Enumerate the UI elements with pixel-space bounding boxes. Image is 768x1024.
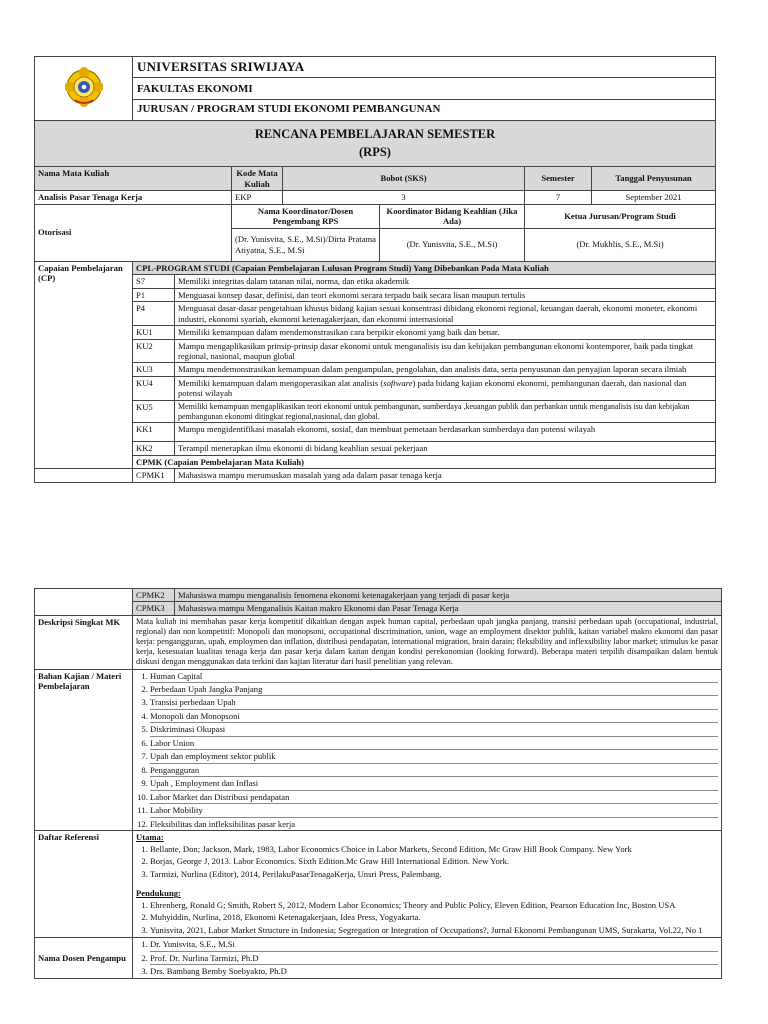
cp-text: Menguasai konsep dasar, definisi, dan teori ekonomi secara terpadu baik secara lisan maupun tertulis: [175, 288, 716, 301]
cpmk-text: Mahasiswa mampu menganalisis fenomena ekonomi ketenagakerjaan yang terjadi di pasar kerja: [175, 589, 722, 602]
cpmk-header: CPMK (Capaian Pembelajaran Mata Kuliah): [133, 455, 716, 468]
list-item: 3. Drs. Bambang Bemby Soebyakto, Ph.D: [150, 965, 718, 977]
cpmk-text: Mahasiswa mampu merumuskan masalah yang ada dalam pasar tenaga kerja: [175, 469, 716, 482]
date-header: Tanggal Penyusunan: [592, 167, 716, 191]
list-item: 8. Pengangguran: [150, 764, 718, 777]
list-item: 10. Labor Market dan Distribusi pendapatan: [150, 791, 718, 804]
otorisasi-col2-head: Koordinator Bidang Keahlian (Jika Ada): [380, 204, 525, 228]
list-item: 6. Labor Union: [150, 737, 718, 750]
cpmk-code: CPMK2: [133, 589, 175, 602]
cp-text: Terampil menerapkan ilmu ekonomi di bidang keahlian sesuai pekerjaan: [175, 442, 716, 455]
list-item: 3. Yunisvita, 2021, Labor Market Structure in Indonesia; Segregation or Integration of Occupations?, Jurnal Ekonomi Pembangunan UMS, Surakarta, Vol.22, No 1: [150, 924, 718, 936]
otorisasi-col3-value: (Dr. Mukhlis, S.E., M.Si): [525, 228, 716, 261]
cp-code: KU3: [133, 363, 175, 376]
referensi-label: Daftar Referensi: [35, 831, 133, 938]
cp-code: P4: [133, 302, 175, 326]
logo-cell: [35, 57, 133, 121]
deskripsi-text: Mata kuliah ini membahas pasar kerja kompetitif dikaitkan dengan aspek human capital, perbedaan upah jangka panjang, transisi perbedaan upah (occupational, industrial, regional) dan non kompetitif: Monopoli dan monopsoni, occupational discrimination, union, wage an employment disektor publik, kaitan variabel makro ekonomi dan pasar kerja: pengangguran, upah, employmen dan inflation, distribusi pendapatan, international migration, brain darain; fleksibility and inflexsibility labor market; stimulus ke pasar kerja, kesesuaian kualitas tenaga kerja dan pasar kerja dalam kaitan dengan kondisi perekonomian (looking forward). Beberapa materi terpilih disampaikan dalam bentuk diskusi dengan menggunakan data terkini dan kajian literatur dari hasil penelitian yang relevan.: [133, 615, 722, 669]
utama-label: Utama:: [136, 832, 164, 843]
list-item: 1. Dr. Yunisvita, S.E., M.Si: [150, 938, 718, 951]
otorisasi-label: Otorisasi: [35, 204, 232, 261]
semester-header: Semester: [525, 167, 592, 191]
cp-code: KU2: [133, 339, 175, 363]
course-info-table: [34, 166, 716, 261]
list-item: 1. Bellante, Don; Jackson, Mark, 1983, Labor Economics Choice in Labor Markets, Second Edition, Mc Graw Hill Book Company. New York: [150, 843, 718, 855]
cp-text-part: Memiliki kemampuan dalam mengoperasikan alat analisis (: [178, 377, 384, 388]
cp-code: KU4: [133, 376, 175, 400]
otorisasi-col1-value: (Dr. Yunisvita, S.E., M.Si)/Dirta Pratama Atiyatna, S.E., M.Si: [232, 228, 380, 261]
cp-label: Capaian Pembelajaran (CP): [35, 261, 133, 469]
cp-text-part: ) pada bidang kajian ekonomi ekonomi, pembangunan daerah, dan nasional dan potensi wilayah: [178, 377, 687, 399]
course-code-header: Kode Mata Kuliah: [232, 167, 283, 191]
rps-title-line2: (RPS): [359, 145, 391, 160]
cpmk-code: CPMK3: [133, 602, 175, 615]
cp-text: Mampu mengidentifikasi masalah ekonomi, sosial, dan membuat pemetaan berdasarkan sumberdaya dan potensi wilayah: [175, 423, 716, 442]
pendukung-list: [136, 899, 718, 936]
list-item: 2. Prof. Dr. Nurlina Tarmizi, Ph.D: [150, 952, 718, 965]
list-item: 5. Diskriminasi Okupasi: [150, 723, 718, 736]
list-item: 3. Transisi perbedaan Upah: [150, 696, 718, 709]
referensi-cell: [133, 831, 722, 938]
cp-code: KK1: [133, 423, 175, 442]
otorisasi-col1-head: Nama Koordinator/Dosen Pengembang RPS: [232, 204, 380, 228]
cp-code: KK2: [133, 442, 175, 455]
cp-text: [175, 376, 716, 400]
dosen-list: [136, 938, 718, 977]
bahan-list-cell: [133, 669, 722, 831]
cp-code: KU1: [133, 326, 175, 339]
cp-code: KU5: [133, 400, 175, 423]
list-item: 1. Human Capital: [150, 670, 718, 683]
cp-code: S7: [133, 275, 175, 288]
credits-header: Bobot (SKS): [283, 167, 525, 191]
cp-text: Menguasai dasar-dasar pengetahuan khusus bidang kajian sesuai konsentrasi dibidang ekonomi regional, keuangan daerah, ekonomi moneter, ekonomi industri, ekonomi syariah, ekonomi ketenagakerjaan, dan ekonomi internasional: [175, 302, 716, 326]
cp-text-italic: software: [383, 377, 413, 388]
course-name-header: Nama Mata Kuliah: [35, 167, 232, 191]
page-1: [0, 56, 768, 526]
cp-text: Memiliki kemampuan mengaplikasikan teori ekonomi untuk pembangunan, sumberdaya ,keuangan publik dan perbankan untuk menganalisis isu dan kebijakan pembangunan ekonomi ditingkat regional,nasional, dan global.: [175, 400, 716, 423]
page-2: [0, 588, 768, 1024]
dosen-label: Nama Dosen Pengampu: [35, 938, 133, 978]
list-item: 9. Upah , Employment dan Inflasi: [150, 777, 718, 790]
cp-text: Mampu mengaplikasikan prinsip-prinsip dasar ekonomi untuk menganalisis isu dan kebijakan pembangunan ekonomi kontemporer, baik pada tingkat regional, nasional, maupun global: [175, 339, 716, 363]
pendukung-label: Pendukung:: [136, 888, 181, 899]
department-name: JURUSAN / PROGRAM STUDI EKONOMI PEMBANGUNAN: [133, 100, 716, 120]
rps-title: [35, 120, 716, 167]
list-item: 12. Fleksibilitas dan infleksibilitas pasar kerja: [150, 818, 718, 830]
otorisasi-col2-value: (Dr. Yunisvita, S.E., M.Si): [380, 228, 525, 261]
dosen-cell: [133, 938, 722, 978]
bahan-list: [136, 670, 718, 831]
cp-code: P1: [133, 288, 175, 301]
list-item: 3. Tarmizi, Nurlina (Editor), 2014, PerilakuPasarTenagaKerja, Unsri Press, Palembang.: [150, 868, 718, 880]
university-logo-icon: [65, 67, 103, 107]
list-item: 2. Perbedaan Upah Jangka Panjang: [150, 683, 718, 696]
list-item: 1. Ehrenberg, Ronald G; Smith, Robert S, 2012, Modern Labor Economics; Theory and Public Policy, Eleven Edition, Pearson Education Inc, Boston USA: [150, 899, 718, 911]
deskripsi-label: Deskripsi Singkat MK: [35, 615, 133, 669]
list-item: 2. Muhyiddin, Nurlina, 2018, Ekonomi Ketenagakerjaan, Idea Press, Yogyakarta.: [150, 911, 718, 923]
otorisasi-col3-head: Ketua Jurusan/Program Studi: [525, 204, 716, 228]
utama-list: [136, 843, 718, 880]
course-name-value: Analisis Pasar Tenaga Kerja: [35, 191, 232, 204]
list-item: 7. Upah dan employment sektor publik: [150, 750, 718, 763]
cp-text: Memiliki kemampuan dalam mendemonstrasikan cara berpikir ekonomi yang baik dan benar.: [175, 326, 716, 339]
list-item: 4. Monopoli dan Monopsoni: [150, 710, 718, 723]
cp-table: [34, 261, 716, 483]
list-item: 11. Labor Mobility: [150, 804, 718, 817]
course-code-value: EKP: [232, 191, 283, 204]
cpmk-text: Mahasiswa mampu Menganalisis Kaitan makro Ekonomi dan Pasar Tenaga Kerja: [175, 602, 722, 615]
cpmk-code: CPMK1: [133, 469, 175, 482]
bahan-label: Bahan Kajian / Materi Pembelajaran: [35, 669, 133, 831]
faculty-name: FAKULTAS EKONOMI: [133, 77, 716, 99]
university-name: UNIVERSITAS SRIWIJAYA: [133, 57, 716, 78]
cp-text: Mampu mendemonstrasikan kemampuan dalam pengumpulan, pengolahan, dan analisis data, serta penyusunan dan penyajian laporan secara ilmiah: [175, 363, 716, 376]
credits-value: 3: [283, 191, 525, 204]
date-value: September 2021: [592, 191, 716, 204]
cpl-header: CPL-PROGRAM STUDI (Capaian Pembelajaran Lulusan Program Studi) Yang Dibebankan Pada Mata Kuliah: [133, 261, 716, 274]
semester-value: 7: [525, 191, 592, 204]
rps-header-table: [34, 56, 716, 167]
cp-label-continued: [35, 469, 133, 482]
page2-table: [34, 588, 722, 979]
list-item: 2. Borjas, George J, 2013. Labor Economics. Sixth Edition.Mc Graw Hill International Edition. New York.: [150, 855, 718, 867]
rps-title-line1: RENCANA PEMBELAJARAN SEMESTER: [254, 126, 496, 141]
cp-text: Memiliki integritas dalam tatanan nilai, norma, dan etika akademik: [175, 275, 716, 288]
cp-label-continued: [35, 589, 133, 616]
